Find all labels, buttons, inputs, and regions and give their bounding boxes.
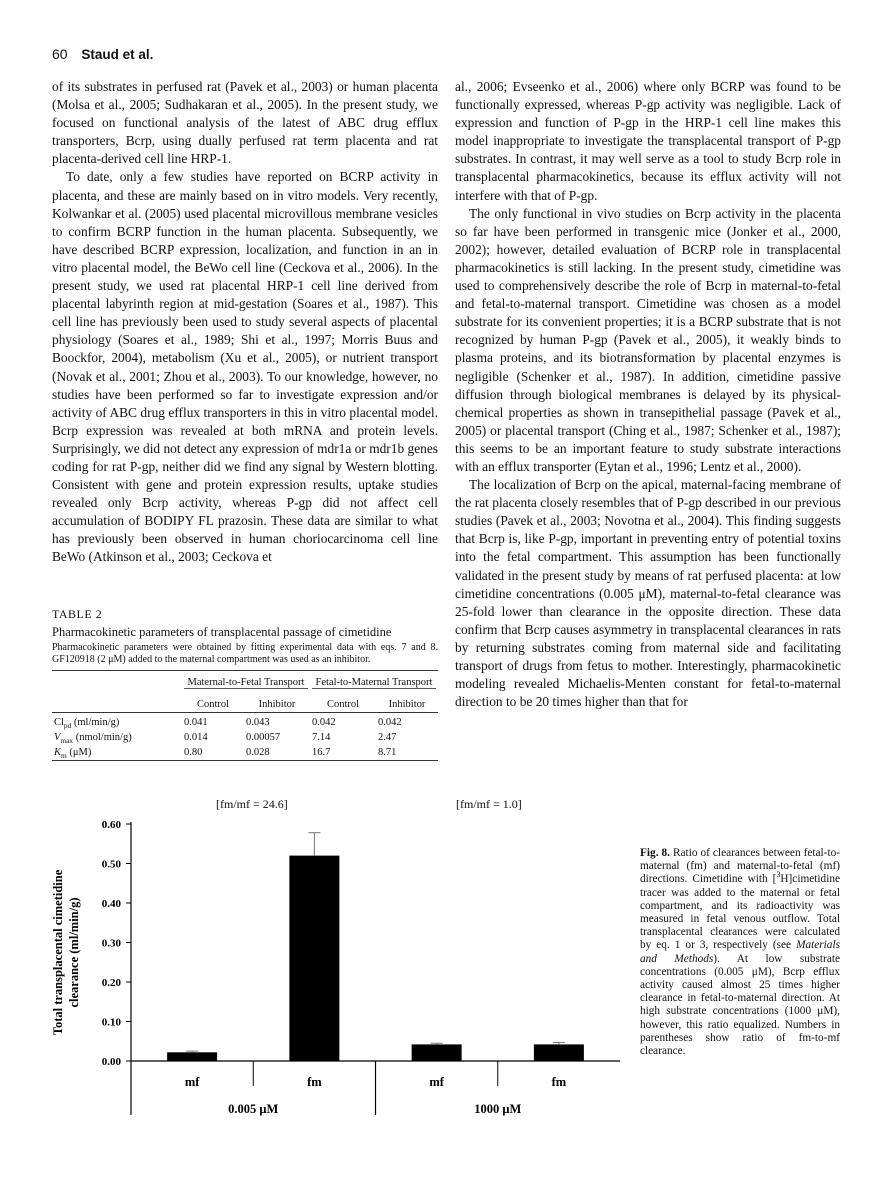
bar [412,1044,462,1061]
column-header: Inhibitor [258,699,296,710]
category-label: mf [184,1075,200,1089]
figure-caption [640,847,840,1058]
y-tick-label: 0.40 [101,898,121,910]
table-cell: 7.14 [312,732,331,743]
table-cell: 8.71 [378,747,397,758]
left-text-column [52,78,438,567]
table-row [52,728,438,743]
table-cell: 0.80 [184,747,203,758]
ratio-annotation-high: [fm/mf = 1.0] [456,797,522,811]
category-label: mf [429,1075,444,1089]
table-2 [52,607,438,761]
caption-superscript: 3 [776,870,781,880]
category-label: fm [551,1075,567,1089]
bar [289,856,339,1061]
group-label: 1000 μM [474,1102,522,1116]
running-header [52,46,153,62]
table-cell: 0.042 [378,717,402,728]
paragraph: The localization of Bcrp on the apical, maternal-facing membrane of the rat placenta closely resembles that of P-gp described in our previous studies (Pavek et al., 2003; Novotna et al., 2004). This finding suggests that Bcrp is, like P-gp, important in preventing entry of potential toxins into the fetal compartment. This assumption has been functionally validated in the present study by means of rat perfused placenta: at low cimetidine concentrations (0.005 μM), maternal-to-fetal clearance was 25-fold lower than clearance in the opposite direction. These data confirm that Bcrp causes asymmetry in transplacental clearances in rats by returning substrates coming from maternal side and facilitating transport of drugs from fetus to mother. Interestingly, pharmacokinetic modeling revealed Michaelis-Menten constant for fetal-to-maternal direction to be 20 times higher than that for [455,477,841,710]
table-cell: 0.041 [184,717,208,728]
clearance-bar-chart [40,810,640,1120]
caption-text: H]cimetidine tracer was added to the maternal or fetal compartment, and its radioactivity was measured in fetal venous outflow. Total transplacental clearances were calculated by eq. 1 or 3, respectively (see [640,873,840,952]
group-header: Fetal-to-Maternal Transport [310,677,438,689]
group-header: Maternal-to-Fetal Transport [182,677,310,689]
bar [167,1052,217,1061]
table-cell: 16.7 [312,747,331,758]
y-tick-label: 0.30 [101,937,121,950]
bar [534,1044,584,1061]
y-tick-label: 0.10 [101,1016,121,1029]
table-row [52,713,438,728]
right-text-column [455,78,841,711]
table-cell: 2.47 [378,732,397,743]
column-header: Control [196,699,230,710]
caption-italic: Materials and Methods [640,939,840,965]
column-header: Inhibitor [388,699,426,710]
table-label: TABLE 2 [52,607,103,621]
y-axis-label: clearance (ml/min/g) [67,897,81,1008]
parameter-label: $V_{max}$ (nmol/min/g) [54,732,132,746]
caption-text: ). At low substrate concentrations (0.005 μM), Bcrp efflux activity caused almost 25 times higher clearance in fetal-to-maternal direction. At high substrate concentrations (1000 μM), however, this ratio equalized. Numbers in parentheses show ratio of fm-to-mf clearance. [640,952,840,1058]
table-note: Pharmacokinetic parameters were obtained by fitting experimental data with eqs. 7 and 8. GF120918 (2 μM) added to the maternal compartment was used as an inhibitor. [52,642,438,665]
parameter-label: $K_m$ (μM) [54,747,92,761]
category-label: fm [307,1075,322,1089]
table-cell: 0.00057 [246,732,281,743]
y-tick-label: 0.60 [101,819,121,831]
table-row [52,743,438,758]
paragraph: The only functional in vivo studies on Bcrp activity in the placenta so far have been performed in transgenic mice (Jonker et al., 2000, 2002); however, detailed evaluation of BCRP role in transplacental pharmacokinetics is still lacking. In the present study, cimetidine was used to comprehensively describe the role of Bcrp in maternal-to-fetal and fetal-to-maternal transport. Cimetidine was chosen as a model substrate for its convenient properties; it is a BCRP substrate that is not recognized by human P-gp (Pavek et al., 2005), it weakly binds to plasma proteins, and its biotransformation by placental enzymes is negligible (Schenker et al., 1987). In addition, cimetidine passive diffusion through biological membranes is delayed by its physical-chemical properties as shown in transepithelial passage (Pavek et al., 2005) or placental transport (Ching et al., 1987; Schenker et al., 1987); this seems to be an important feature to study substrate interactions with an efflux transporter (Eytan et al., 1996; Lentz et al., 2000). [455,205,841,474]
table-cell: 0.028 [246,747,270,758]
table-cell: 0.042 [312,717,336,728]
table-cell: 0.043 [246,717,270,728]
y-tick-label: 0.00 [101,1056,121,1068]
paragraph: al., 2006; Evseenko et al., 2006) where only BCRP was found to be functionally expressed, whereas P-gp activity was negligible. Lack of expression and function of P-gp in the HRP-1 cell line makes this model inappropriate to investigate the transplacental transport of P-gp substrates. In contrast, it may well serve as a tool to study Bcrp role in transplacental pharmacokinetics, because its efflux activity will not interfere with that of P-gp. [455,79,841,203]
paragraph: To date, only a few studies have reported on BCRP activity in placenta, and these are mainly based on in vitro models. Very recently, Kolwankar et al. (2005) used placental microvillous membrane vesicles to confirm BCRP function in the human placenta. Subsequently, we have described BCRP expression, localization, and function in an in vitro placental model, the BeWo cell line (Ceckova et al., 2006). In the present study, we used rat placental HRP-1 cell line derived from placental labyrinth region at mid-gestation (Soares et al., 1987). This cell line has previously been used to study several aspects of placental physiology (Soares et al., 1989; Shi et al., 1997; Morris Buus and Boockfor, 2004), metabolism (Xu et al., 2005), or nutrient transport (Novak et al., 2001; Zhou et al., 2003). To our knowledge, however, no studies have been performed so far to investigate expression and/or activity of ABC drug efflux transporters in this in vitro placental model. Bcrp expression was revealed at both mRNA and protein levels. Surprisingly, we did not detect any expression of mdr1a or mdr1b genes coding for rat P-gp, neither did we find any signal by Western blotting. Consistent with gene and protein expression results, uptake studies revealed only Bcrp activity, whereas P-gp did not affect cell accumulation of BODIPY FL prazosin. These data are similar to what has previously been observed in human choriocarcinoma cell line BeWo (Atkinson et al., 2003; Ceckova et [52,169,438,565]
table-title: Pharmacokinetic parameters of transplacental passage of cimetidine [52,625,392,639]
group-label: 0.005 μM [228,1102,279,1116]
table-top-rule [52,670,438,671]
column-header: Control [326,699,360,710]
caption-label: Fig. 8. [640,847,670,859]
table-bottom-rule [52,760,438,761]
y-axis-label: Total transplacental cimetidine [51,869,65,1036]
pk-table [52,677,438,761]
paragraph: of its substrates in perfused rat (Pavek et al., 2003) or human placenta (Molsa et al., 2005; Sudhakaran et al., 2005). In the present study, we focused on functional analysis of the latest of ABC drug efflux transporters, Bcrp, using dually perfused rat term placenta and rat placenta-derived cell line HRP-1. [52,79,438,167]
page-number: 60 [52,46,68,62]
ratio-annotation-low: [fm/mf = 24.6] [216,797,288,811]
running-authors: Staud et al. [81,47,154,62]
y-tick-label: 0.50 [101,858,121,871]
caption-text: Ratio of clearances between fetal-to-maternal (fm) and maternal-to-fetal (mf) directions. Cimetidine with [ [640,847,840,886]
y-tick-label: 0.20 [101,977,121,989]
table-cell: 0.014 [184,732,208,743]
parameter-label: $Cl_{pd}$ (ml/min/g) [54,717,120,731]
